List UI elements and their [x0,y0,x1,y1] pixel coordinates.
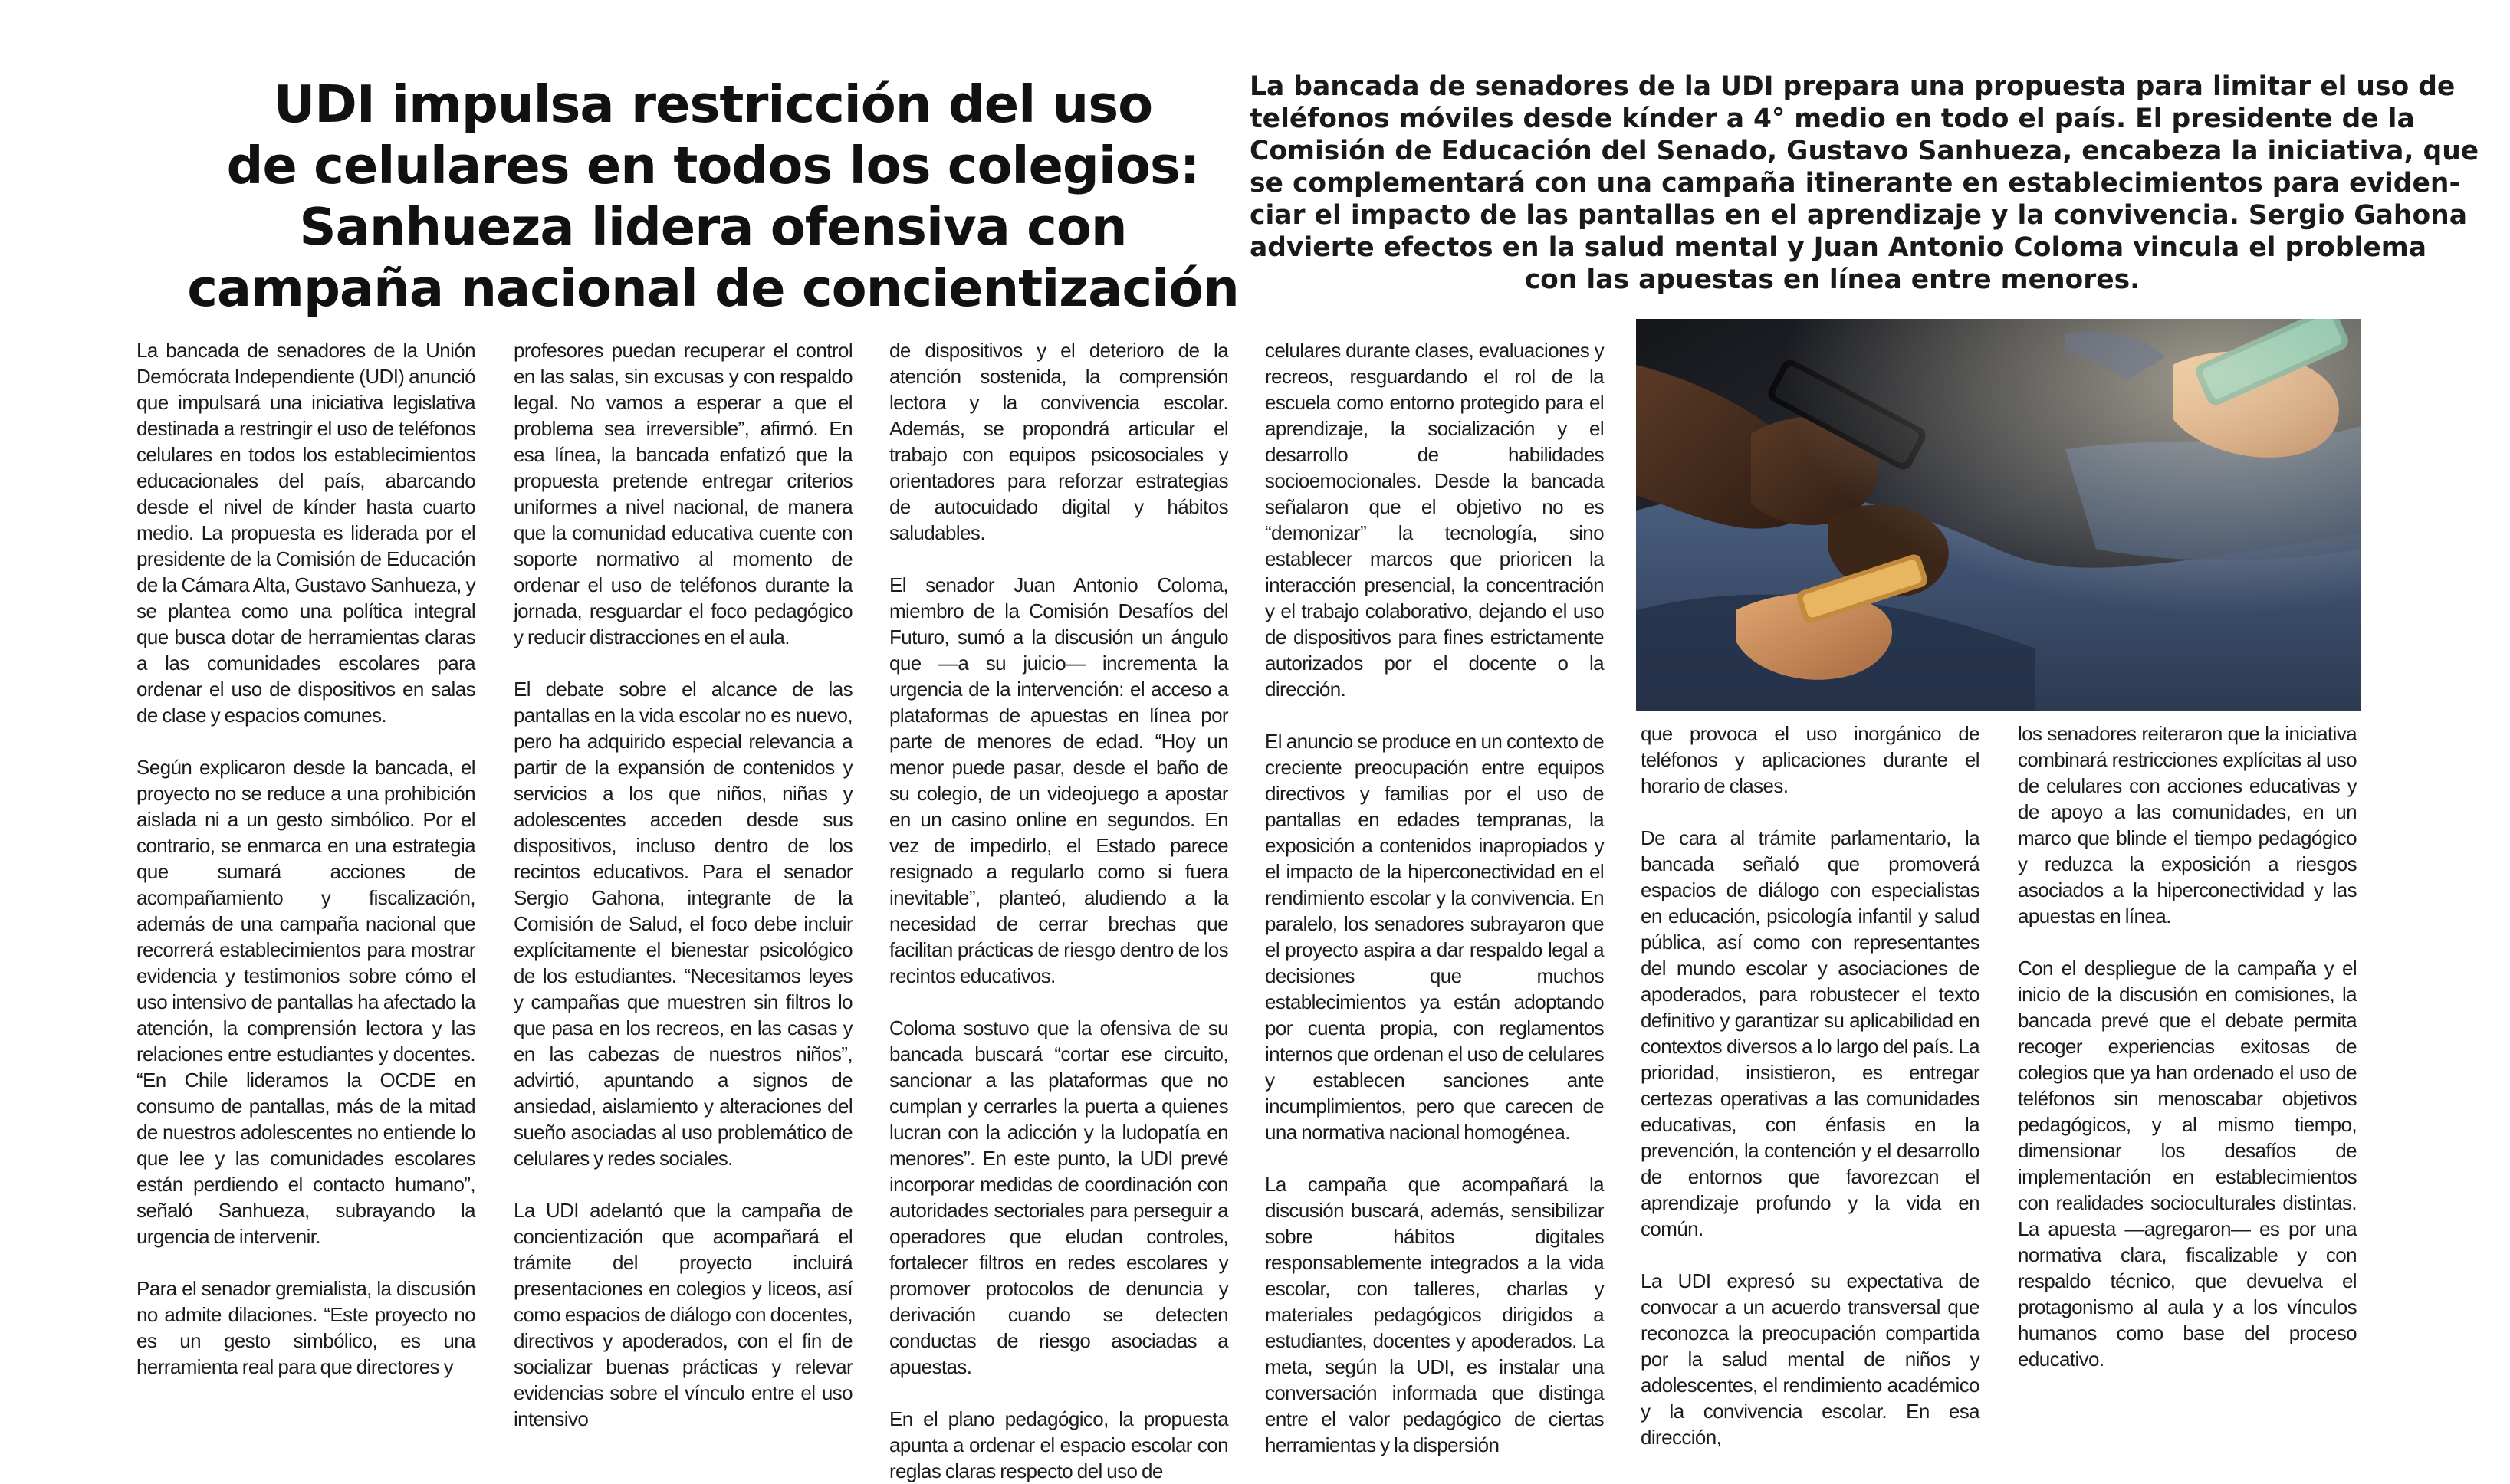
paragraph: que provoca el uso inorgánico de teléfonos y aplicaciones durante el horario de clases. [1641,722,1979,797]
deck-line: con las apuestas en línea entre menores. [1524,264,2140,295]
paragraph: En el plano pedagógico, la propuesta apunta a ordenar el espacio escolar con reglas claras respecto del uso de [889,1407,1228,1482]
paragraph: De cara al trámite parlamentario, la bancada señaló que promoverá espacios de diálogo con especialistas en educación, psicología infantil y salud pública, así como con representantes del mundo escolar y asociaciones de apoderados, para robustecer el texto definitivo y garantizar su aplicabilidad en contextos diversos a lo largo del país. La prioridad, insistieron, es entregar certezas operativas a las comunidades educativas, con énfasis en la prevención, la contención y el desarrollo de entornos que favorezcan el aprendizaje profundo y la vida en común. [1641,826,1979,1240]
article-column-3 [889,337,1228,1484]
headline-line: Sanhueza lidera ofensiva con [299,197,1127,257]
headline-line: campaña nacional de concientización [187,258,1239,318]
paragraph: Con el despliegue de la campaña y el inicio de la discusión en comisiones, la bancada prevé que el debate permita recoger experiencias exitosas de colegios que ya han ordenado el uso de teléfonos sin menoscabar objetivos pedagógicos, y al mismo tiempo, dimensionar los desafíos de implementación en establecimientos con realidades socioculturales distintas. La apuesta —agregaron— es por una normativa clara, fiscalizable y con respaldo técnico, que devuelva el protagonismo al aula y a los vínculos humanos como base del proceso educativo. [2018,957,2357,1371]
paragraph: El anuncio se produce en un contexto de creciente preocupación entre equipos directivos y familias por el uso de pantallas en edades tempranas, la exposición a contenidos inapropiados y el impacto de la hiperconectividad en el rendimiento escolar y la convivencia. En paralelo, los senadores subrayaron que el proyecto aspira a dar respaldo legal a decisiones que muchos establecimientos ya están adoptando por cuenta propia, con reglamentos internos que ordenan el uso de celulares y establecen sanciones ante incumplimientos, pero que carecen de una normativa nacional homogénea. [1265,730,1604,1144]
paragraph: El debate sobre el alcance de las pantallas en la vida escolar no es nuevo, pero ha adquirido especial relevancia a partir de la expansión de contenidos y servicios a los que niños, niñas y adolescentes acceden desde sus dispositivos, incluso dentro de los recintos educativos. Para el senador Sergio Gahona, integrante de la Comisión de Salud, el foco debe incluir explícitamente el bienestar psicológico de los estudiantes. “Necesitamos leyes y campañas que muestren sin filtros lo que pasa en los recreos, en las casas y en las cabezas de nuestros niños”, advirtió, apuntando a signos de ansiedad, aislamiento y alteraciones del sueño asociadas al uso problemático de celulares y redes sociales. [514,678,853,1170]
paragraph: de dispositivos y el deterioro de la atención sostenida, la comprensión lectora y la convivencia escolar. Además, se propondrá articular el trabajo con equipos psicosociales y orientadores para reforzar estrategias de autocuidado digital y hábitos saludables. [889,339,1228,544]
photo-hands-holding-phones [1636,319,2361,711]
paragraph: Para el senador gremialista, la discusión no admite dilaciones. “Este proyecto no es un gesto simbólico, es una herramienta real para que directores y [136,1277,475,1378]
paragraph: La bancada de senadores de la Unión Demócrata Independiente (UDI) anunció que impulsará una iniciativa legislativa destinada a restringir el uso de teléfonos celulares en todos los establecimientos educacionales del país, abarcando desde el nivel de kínder hasta cuarto medio. La propuesta es liderada por el presidente de la Comisión de Educación de la Cámara Alta, Gustavo Sanhueza, y se plantea como una política integral que busca dotar de herramientas claras a las comunidades escolares para ordenar el uso de dispositivos en salas de clase y espacios comunes. [136,339,475,727]
article-column-2 [514,337,853,1432]
paragraph: El senador Juan Antonio Coloma, miembro de la Comisión Desafíos del Futuro, sumó a la discusión un ángulo que —a su juicio— incrementa la urgencia de la intervención: el acceso a plataformas de apuestas en línea por parte de menores de edad. “Hoy un menor puede pasar, desde el baño de su colegio, de un videojuego a apostar en un casino online en segundos. En vez de impedirlo, el Estado parece resignado a regularlo como si fuera inevitable”, planteó, aludiendo a la necesidad de cerrar brechas que facilitan prácticas de riesgo dentro de los recintos educativos. [889,573,1228,987]
paragraph: La UDI adelantó que la campaña de concientización que acompañará el trámite del proyecto incluirá presentaciones en colegios y liceos, así como espacios de diálogo con docentes, directivos y apoderados, con el fin de socializar buenas prácticas y relevar evidencias sobre el vínculo entre el uso intensivo [514,1199,853,1430]
article-column-1 [136,337,475,1380]
headline-line: de celulares en todos los colegios: [226,136,1200,195]
paragraph: celulares durante clases, evaluaciones y recreos, resguardando el rol de la escuela como entorno protegido para el aprendizaje, la socialización y el desarrollo de habilidades socioemocionales. Desde la bancada señalaron que el objetivo no es “demonizar” la tecnología, sino establecer marcos que prioricen la interacción presencial, la concentración y el trabajo colaborativo, dejando el uso de dispositivos para fines estrictamente autorizados por el docente o la dirección. [1265,339,1604,701]
paragraph: Según explicaron desde la bancada, el proyecto no se reduce a una prohibición aislada ni a un gesto simbólico. Por el contrario, se enmarca en una estrategia que sumará acciones de acompañamiento y fiscalización, además de una campaña nacional que recorrerá establecimientos para mostrar evidencia y testimonios sobre cómo el uso intensivo de pantallas ha afectado la atención, la comprensión lectora y las relaciones entre estudiantes y docentes. “En Chile lideramos la OCDE en consumo de pantallas, más de la mitad de nuestros adolescentes no entiende lo que lee y las comunidades escolares están perdiendo el contacto humano”, señaló Sanhueza, subrayando la urgencia de intervenir. [136,756,475,1248]
paragraph: La UDI expresó su expectativa de convocar a un acuerdo transversal que reconozca la preocupación compartida por la salud mental de niños y adolescentes, el rendimiento académico y la convivencia escolar. En esa dirección, [1641,1269,1979,1449]
deck-line: advierte efectos en la salud mental y Juan Antonio Coloma vincula el problema [1250,232,2427,263]
headline-line: UDI impulsa restricción del uso [273,74,1153,134]
paragraph: La campaña que acompañará la discusión buscará, además, sensibilizar sobre hábitos digitales responsablemente integrados a la vida escolar, con talleres, charlas y materiales pedagógicos dirigidos a estudiantes, docentes y apoderados. La meta, según la UDI, es instalar una conversación informada que distinga entre el valor pedagógico de ciertas herramientas y la dispersión [1265,1173,1604,1456]
article-column-6 [2018,721,2357,1372]
article-column-4 [1265,337,1604,1458]
deck-line: La bancada de senadores de la UDI prepara una propuesta para limitar el uso de [1250,71,2456,102]
deck-line: teléfonos móviles desde kínder a 4° medio en todo el país. El presidente de la [1250,103,2415,134]
photo-illustration [1636,319,2361,711]
article-column-5 [1641,721,1979,1450]
deck-line: ciar el impacto de las pantallas en el aprendizaje y la convivencia. Sergio Gahona [1250,200,2468,231]
deck-summary [1250,71,2479,296]
headline [138,74,1288,319]
deck-line: se complementará con una campaña itinerante en establecimientos para eviden- [1250,168,2460,199]
paragraph: Coloma sostuvo que la ofensiva de su bancada buscará “cortar ese circuito, sancionar a las plataformas que no cumplan y cerrarles la puerta a quienes lucran con la adicción y la ludopatía en menores”. En este punto, la UDI prevé incorporar medidas de coordinación con autoridades sectoriales para perseguir a operadores que eludan controles, fortalecer filtros en redes escolares y promover protocolos de denuncia y derivación cuando se detecten conductas de riesgo asociadas a apuestas. [889,1016,1228,1378]
deck-line: Comisión de Educación del Senado, Gustavo Sanhueza, encabeza la iniciativa, que [1250,136,2479,166]
paragraph: profesores puedan recuperar el control en las salas, sin excusas y con respaldo legal. No vamos a esperar a que el problema sea irreversible”, afirmó. En esa línea, la bancada enfatizó que la propuesta pretende entregar criterios uniformes a nivel nacional, de manera que la comunidad educativa cuente con soporte normativo al momento de ordenar el uso de teléfonos durante la jornada, resguardar el foco pedagógico y reducir distracciones en el aula. [514,339,853,648]
paragraph: los senadores reiteraron que la iniciativa combinará restricciones explícitas al uso de celulares con acciones educativas y de apoyo a las comunidades, en un marco que blinde el tiempo pedagógico y reduzca la exposición a riesgos asociados a la hiperconectividad y las apuestas en línea. [2018,722,2357,927]
